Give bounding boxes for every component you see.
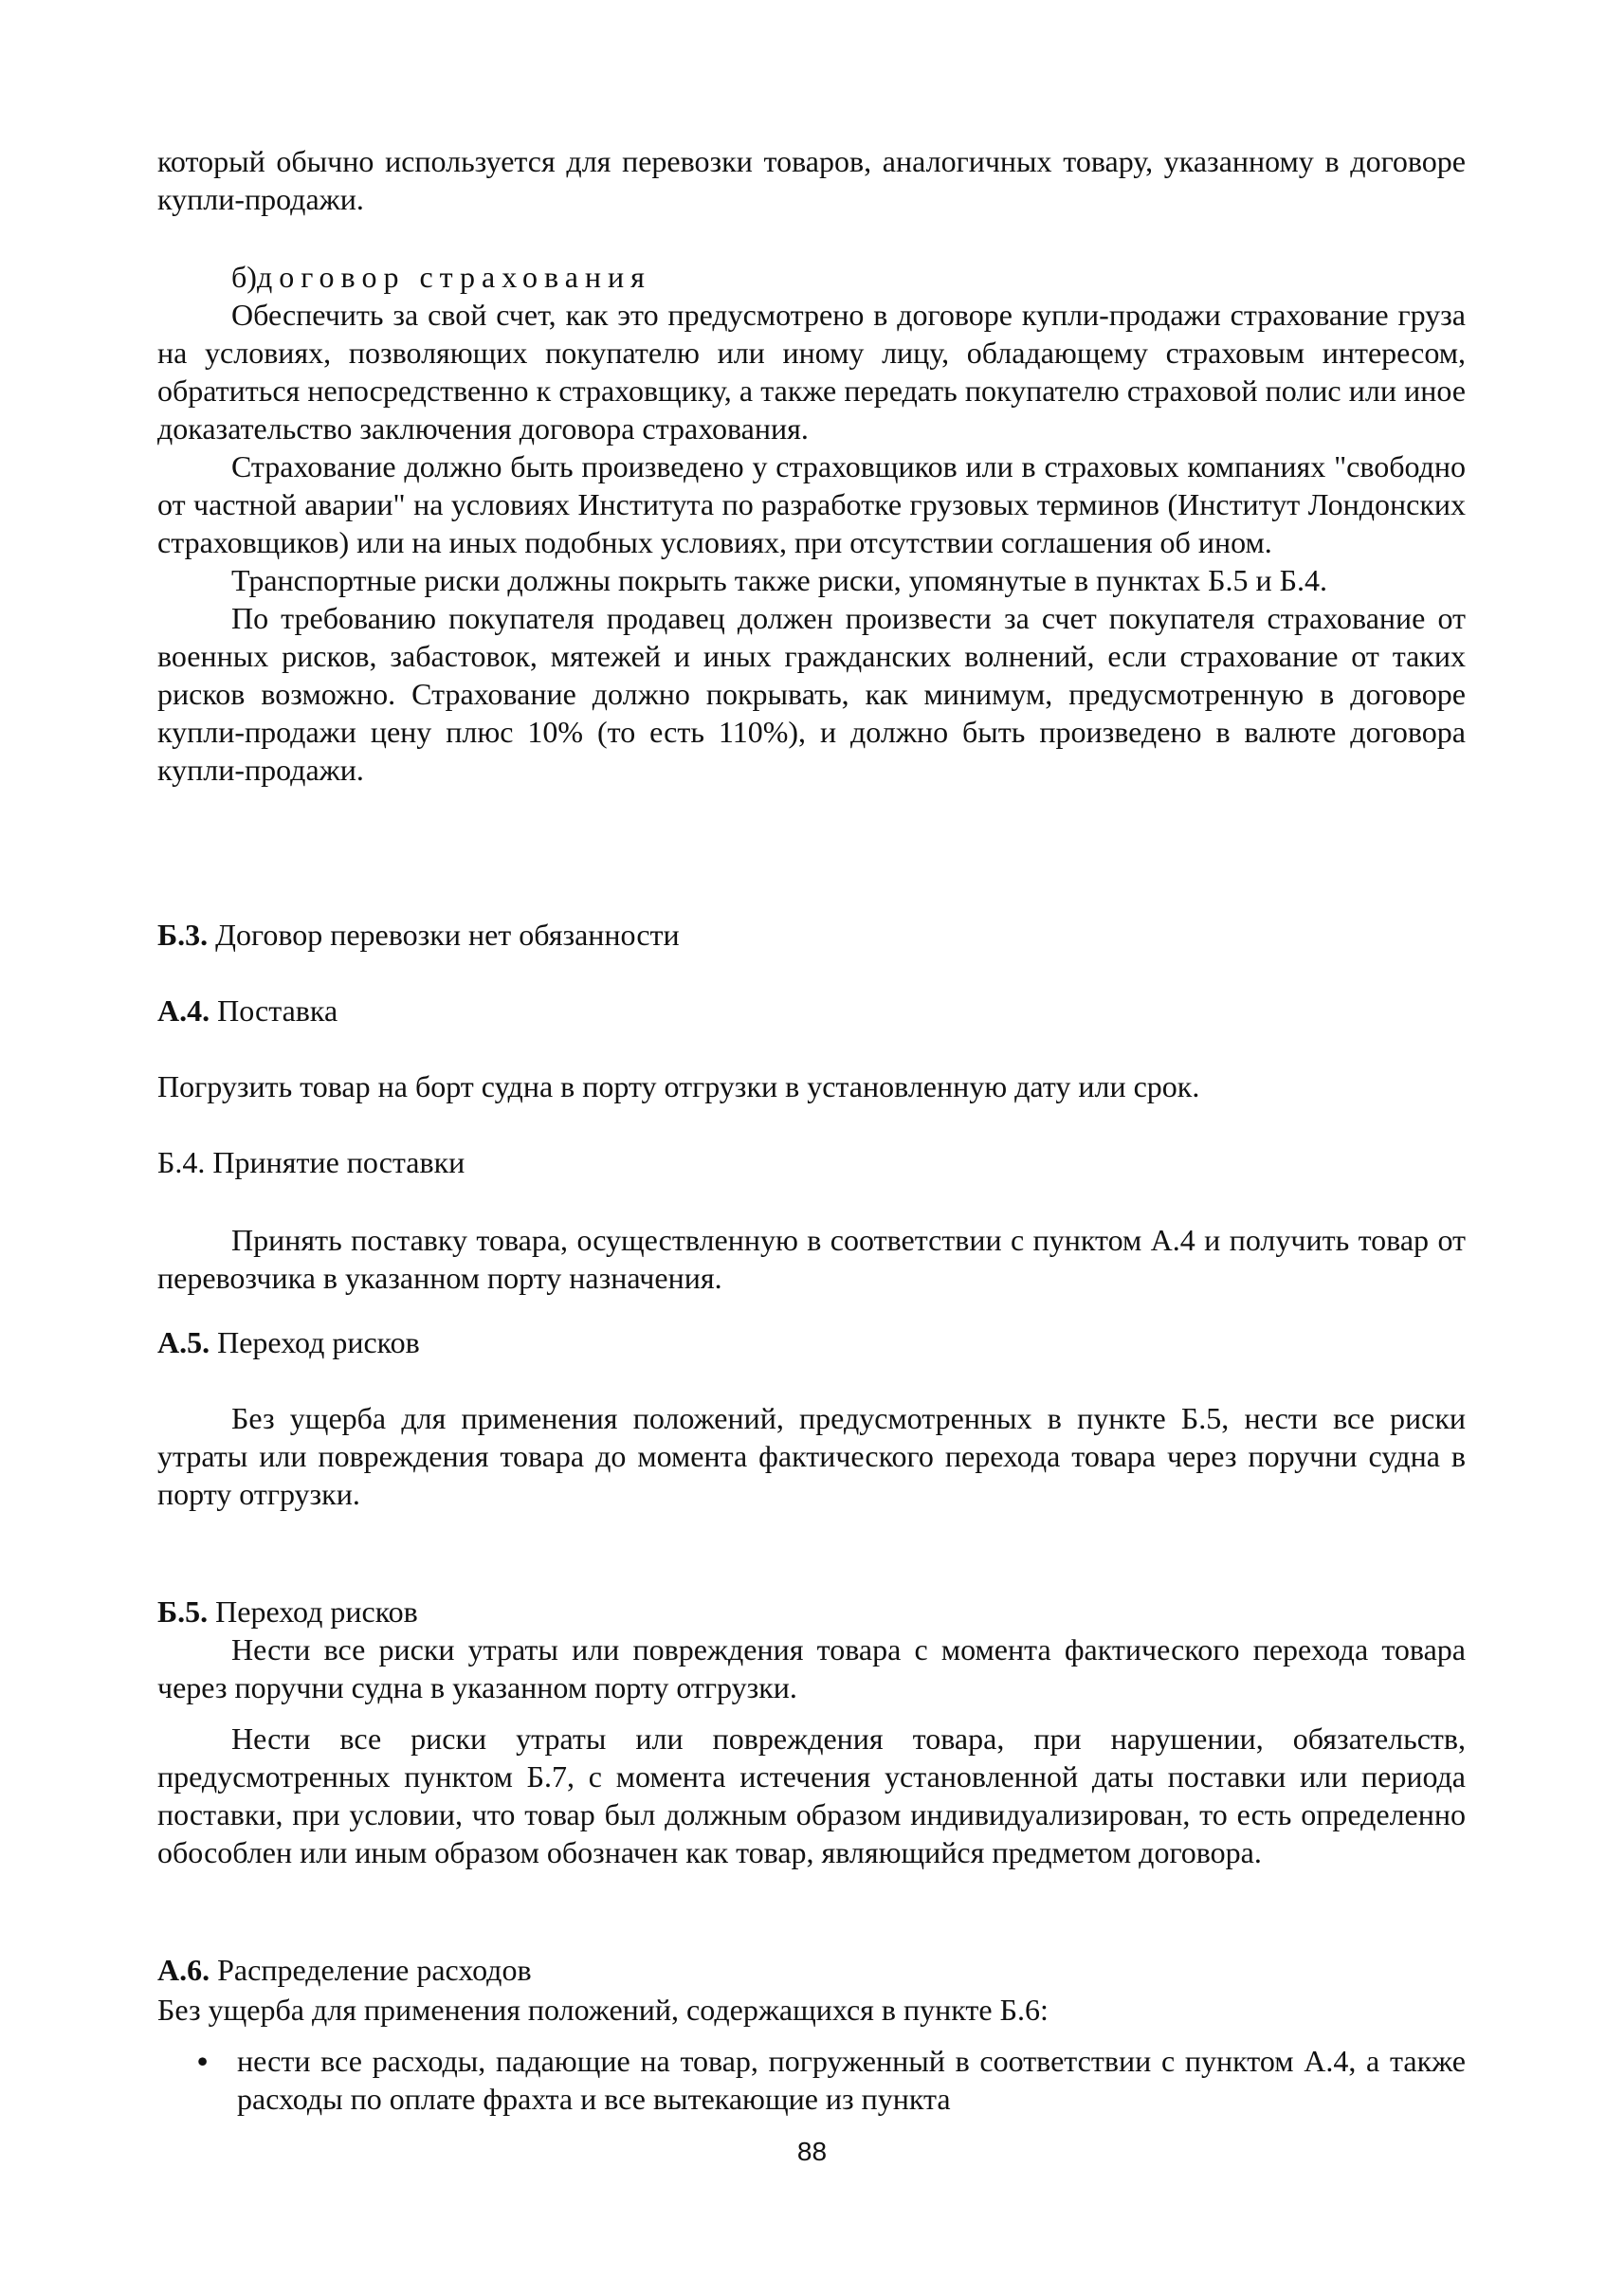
section-b4-number: Б.4.: [157, 1145, 206, 1179]
insurance-paragraph-4: По требованию покупателя продавец должен произвести за счет покупателя страхование от военных рисков, забастовок, мятежей и иных гражданских волнений, если страхование от таких рисков возможно. Страхование должно покрывать, как минимум, предусмотренную в договоре купли-продажи цену плюс 10% (то есть 110%), и должно быть произведено в валюте договора купли-продажи.: [157, 601, 1466, 787]
section-a6-number: А.6.: [157, 1953, 210, 1987]
insurance-heading: [157, 258, 1466, 296]
section-b5-number: Б.5.: [157, 1594, 209, 1629]
section-a6-list: [157, 2042, 1466, 2118]
section-b4-title: Принятие поставки: [212, 1145, 465, 1179]
section-a6-title: Распределение расходов: [217, 1953, 532, 1987]
insurance-label: б): [231, 260, 257, 294]
section-a5: [157, 1323, 1466, 1361]
section-a6-intro: Без ущерба для применения положений, содержащихся в пункте Б.6:: [157, 1993, 1049, 2027]
section-b4: [157, 1143, 1466, 1181]
insurance-paragraphs: [157, 296, 1466, 789]
page-number: 88: [796, 2137, 828, 2166]
section-a4-number: А.4.: [157, 993, 210, 1028]
section-a4: [157, 992, 1466, 1029]
section-a6: [157, 1951, 1466, 1989]
section-a6-body: [157, 1991, 1466, 2118]
section-b5: [157, 1593, 1466, 1630]
intro-paragraph: который обычно используется для перевозки товаров, аналогичных товару, указанному в договоре купли-продажи.: [157, 144, 1466, 216]
insurance-paragraph-1: Обеспечить за свой счет, как это предусмотрено в договоре купли-продажи страхование груза на условиях, позволяющих покупателю или иному лицу, обладающему страховым интересом, обратиться непосредственно к страховщику, а также передать покупателю страховой полис или иное доказательство заключения договора страхования.: [157, 298, 1466, 446]
section-a5-body: Без ущерба для применения положений, предусмотренных в пункте Б.5, нести все риски утраты или повреждения товара до момента фактического перехода товара через поручни судна в порту отгрузки.: [157, 1401, 1466, 1511]
section-b5-paragraph-2: Нести все риски утраты или повреждения товара, при нарушении, обязательств, предусмотренных пунктом Б.7, с момента истечения установленной даты поставки или периода поставки, при условии, что товар был должным образом индивидуализирован, то есть определенно обособлен или иным образом обозначен как товар, являющийся предметом договора.: [157, 1721, 1466, 1869]
section-a5-title: Переход рисков: [217, 1325, 420, 1359]
bullet-icon: •: [197, 2044, 209, 2078]
section-b4-body: Принять поставку товара, осуществленную в соответствии с пунктом А.4 и получить товар от перевозчика в указанном порту назначения.: [157, 1223, 1466, 1295]
insurance-paragraph-3: Транспортные риски должны покрыть также риски, упомянутые в пунктах Б.5 и Б.4.: [231, 563, 1327, 597]
section-b3: [157, 916, 1466, 954]
section-b5-paragraph-1: Нести все риски утраты или повреждения товара с момента фактического перехода товара через поручни судна в указанном порту отгрузки.: [157, 1632, 1466, 1704]
section-b3-title: Договор перевозки нет обязанности: [215, 918, 680, 952]
insurance-title: договор страхования: [256, 260, 651, 294]
section-b5-body: [157, 1630, 1466, 1871]
section-a5-number: А.5.: [157, 1325, 210, 1359]
section-b5-title: Переход рисков: [215, 1594, 418, 1629]
insurance-paragraph-2: Страхование должно быть произведено у страховщиков или в страховых компаниях "свободно от частной аварии" на условиях Института по разработке грузовых терминов (Институт Лондонских страховщиков) или на иных подобных условиях, при отсутствии соглашения об ином.: [157, 449, 1466, 559]
list-item: • нести все расходы, падающие на товар, погруженный в соответствии с пунктом А.4, а также расходы по оплате фрахта и все вытекающие из пункта: [197, 2044, 1466, 2116]
section-a4-body: Погрузить товар на борт судна в порту отгрузки в установленную дату или срок.: [157, 1069, 1200, 1103]
section-a4-title: Поставка: [217, 993, 338, 1028]
section-b3-number: Б.3.: [157, 918, 209, 952]
